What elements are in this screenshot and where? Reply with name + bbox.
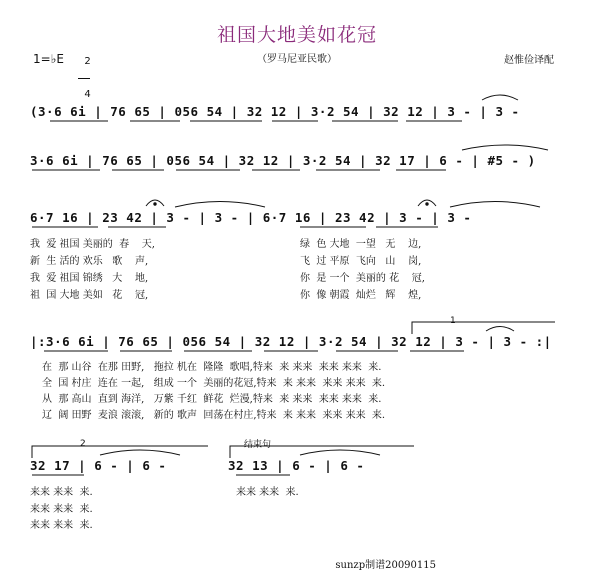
slur-line2: [462, 145, 548, 150]
coda-bracket: [230, 446, 414, 458]
score-line-2: 3·6 6i | 76 65 | 056 54 | 32 12 | 3·2 54 | 32 17 | 6 - | #5 - ): [30, 153, 536, 168]
song-title: 祖国大地美如花冠: [216, 24, 377, 46]
lyric-line3-right-verse-2: 飞 过 平原 飞向 山 岗,: [300, 256, 422, 267]
lyric-line5-verse-1: 来来 来来 来.: [30, 487, 93, 498]
song-origin: （罗马尼亚民歌）: [257, 54, 337, 65]
volta-1-label: 1: [450, 316, 456, 326]
score-line-3: 6·7 16 | 23 42 | 3 - | 3 - | 6·7 16 | 23 42 | 3 - | 3 -: [30, 210, 472, 225]
lyric-line3-verse-2: 新 生 活的 欢乐 歌 声,: [30, 256, 149, 267]
slur-line4: [486, 327, 514, 332]
score-line-5-right: 32 13 | 6 - | 6 -: [228, 458, 365, 473]
score-line-1: (3·6 6i | 76 65 | 056 54 | 32 12 | 3·2 54 | 32 12 | 3 - | 3 -: [30, 104, 520, 119]
arranger-credit: 赵惟俭译配: [504, 55, 554, 66]
volta-1-bracket: [412, 322, 555, 334]
lyric-line4-verse-1: 在 那 山谷 在那 田野, 拖拉 机在 隆隆 歌唱,特来 来 来来 来来 来来 来.: [42, 362, 382, 373]
key-signature: 1=♭E: [33, 52, 64, 66]
lyric-line5-verse-3: 来来 来来 来.: [30, 520, 93, 531]
time-signature-bottom: 4: [84, 89, 91, 100]
lyric-line5-verse-2: 来来 来来 来.: [30, 504, 93, 515]
lyric-line5-right-verse-1: 来来 来来 来.: [236, 487, 299, 498]
lyric-line4-verse-3: 从 那 高山 直到 海洋, 万紫 千红 鲜花 烂漫,特来 来 来来 来来 来来 来.: [42, 394, 382, 405]
volta-2-bracket: [32, 446, 208, 458]
volta-2-label: 2: [80, 439, 86, 449]
lyric-line4-verse-2: 全 国 村庄 连在 一起, 组成 一个 美丽的花冠,特来 来 来来 来来 来来 来.: [42, 378, 386, 389]
score-line-4: |:3·6 6i | 76 65 | 056 54 | 32 12 | 3·2 54 | 32 12 | 3 - | 3 - :|: [30, 334, 552, 349]
slur-line3-a: [175, 202, 265, 208]
coda-label: 结束句: [244, 440, 272, 450]
lyric-line4-verse-4: 辽 阔 田野 麦浪 滚滚, 新的 歌声 回荡在村庄,特来 来 来来 来来 来来 来.: [42, 410, 386, 421]
lyric-line3-right-verse-1: 绿 色 大地 一望 无 边,: [300, 239, 422, 250]
slur-line1: [482, 95, 518, 100]
lyric-line3-right-verse-4: 你 像 朝霞 灿烂 辉 煌,: [300, 290, 422, 301]
lyric-line3-verse-3: 我 爱 祖国 锦绣 大 地,: [30, 273, 149, 284]
lyric-line3-verse-4: 祖 国 大地 美如 花 冠,: [30, 290, 149, 301]
slur-line3-b: [450, 202, 540, 208]
score-credit: sunzp制谱20090115: [335, 560, 436, 571]
score-line-5-left: 32 17 | 6 - | 6 -: [30, 458, 167, 473]
time-signature-top: 2: [84, 56, 91, 67]
slur-line5-left: [100, 450, 180, 455]
lyric-line3-right-verse-3: 你 是 一个 美丽的 花 冠,: [300, 273, 425, 284]
slur-line5-right: [300, 450, 380, 455]
lyric-line3-verse-1: 我 爱 祖国 美丽的 春 天,: [30, 239, 155, 250]
